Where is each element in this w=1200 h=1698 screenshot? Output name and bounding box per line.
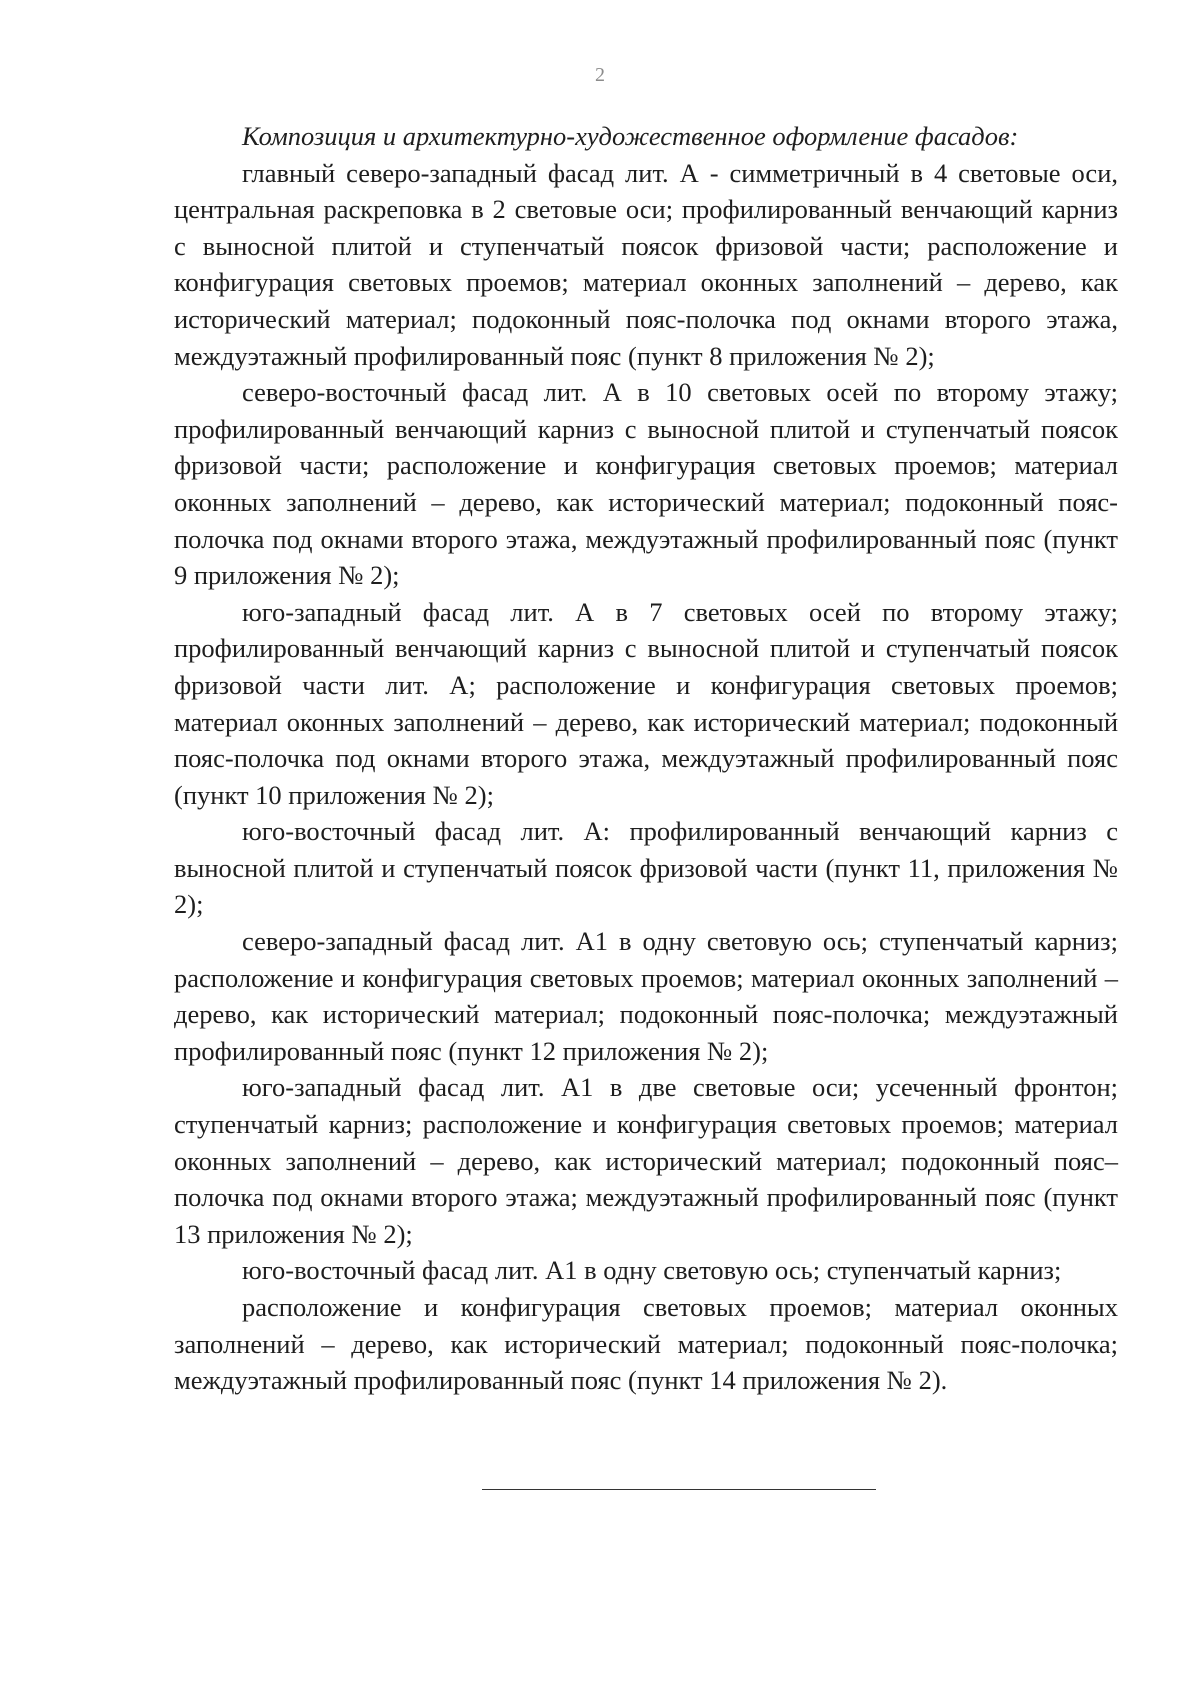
paragraph-southwest-facade-a1: юго-западный фасад лит. А1 в две световые оси; усеченный фронтон; ступенчатый карниз; расположение и конфигурация световых проемов; материал оконных заполнений – дерево, как исторический материал; подоконный пояс–полочка под окнами второго этажа; междуэтажный профилированный пояс (пункт 13 приложения № 2); bbox=[174, 1072, 1118, 1249]
document-body bbox=[174, 118, 1118, 1399]
page-number: 2 bbox=[595, 64, 605, 86]
paragraph-openings-a1: расположение и конфигурация световых проемов; материал оконных заполнений – дерево, как исторический материал; подоконный пояс-полочка; междуэтажный профилированный пояс (пункт 14 приложения № 2). bbox=[174, 1292, 1118, 1396]
section-heading: Композиция и архитектурно-художественное оформление фасадов: bbox=[242, 121, 1019, 151]
paragraph-southeast-facade-a1: юго-восточный фасад лит. А1 в одну световую ось; ступенчатый карниз; bbox=[242, 1255, 1062, 1286]
end-rule bbox=[482, 1489, 876, 1490]
paragraph-southwest-facade: юго-западный фасад лит. А в 7 световых осей по второму этажу; профилированный венчающий карниз с выносной плитой и ступенчатый поясок фризовой части лит. А; расположение и конфигурация световых проемов; материал оконных заполнений – дерево, как исторический материал; подоконный пояс-полочка под окнами второго этажа, междуэтажный профилированный пояс (пункт 10 приложения № 2); bbox=[174, 596, 1118, 810]
paragraph-southeast-facade: юго-восточный фасад лит. А: профилированный венчающий карниз с выносной плитой и ступенчатый поясок фризовой части (пункт 11, приложения № 2); bbox=[174, 816, 1118, 920]
paragraph-main-northwest-facade: главный северо-западный фасад лит. А - симметричный в 4 световые оси, центральная раскреповка в 2 световые оси; профилированный венчающий карниз с выносной плитой и ступенчатый поясок фризовой части; расположение и конфигурация световых проемов; материал оконных заполнений – дерево, как исторический материал; подоконный пояс-полочка под окнами второго этажа, междуэтажный профилированный пояс (пункт 8 приложения № 2); bbox=[174, 157, 1118, 371]
paragraph-northeast-facade: северо-восточный фасад лит. А в 10 световых осей по второму этажу; профилированный венчающий карниз с выносной плитой и ступенчатый поясок фризовой части; расположение и конфигурация световых проемов; материал оконных заполнений – дерево, как исторический материал; подоконный пояс-полочка под окнами второго этажа, междуэтажный профилированный пояс (пункт 9 приложения № 2); bbox=[174, 377, 1118, 591]
paragraph-northwest-facade-a1: северо-западный фасад лит. А1 в одну световую ось; ступенчатый карниз; расположение и конфигурация световых проемов; материал оконных заполнений – дерево, как исторический материал; подоконный пояс-полочка; междуэтажный профилированный пояс (пункт 12 приложения № 2); bbox=[174, 926, 1118, 1066]
